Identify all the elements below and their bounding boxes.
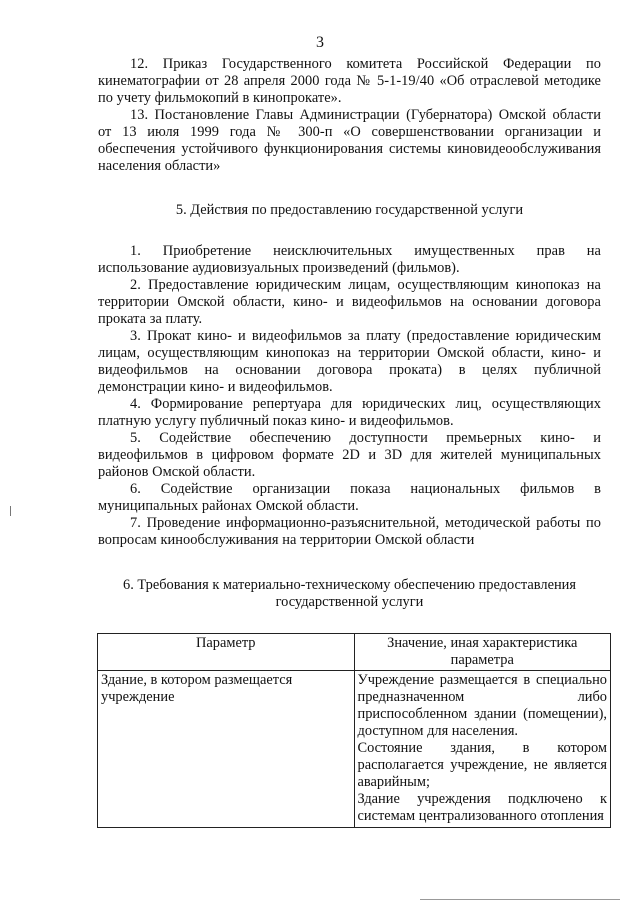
action-item-5: 5. Содействие обеспечению доступности премьерных кино- и видеофильмов в цифровом формате 2D и 3D для жителей муниципальных районов Омской области. — [98, 430, 601, 480]
action-item-2: 2. Предоставление юридическим лицам, осуществляющим кинопоказ на территории Омской области, кино- и видеофильмов на основании договора проката за плату. — [98, 277, 601, 327]
section-5-title: 5. Действия по предоставлению государственной услуги — [175, 202, 524, 218]
section-6-title-line-2: государственной услуги — [275, 594, 424, 610]
action-item-3: 3. Прокат кино- и видеофильмов за плату (предоставление юридическим лицам, осуществляющим кинопоказ на территории Омской области, кино- и видеофильмов на основании договора проката) в целях публичной демонстрации кино- и видеофильмов. — [98, 328, 601, 395]
cell-parameter: Здание, в котором размещается учреждение — [98, 671, 355, 828]
value-line-1: Учреждение размещается в специально предназначенном либо приспособленном здании (помещении), доступном для населения. — [357, 672, 607, 739]
action-item-4: 4. Формирование репертуара для юридических лиц, осуществляющих платную услугу публичный показ кино- и видеофильмов. — [98, 396, 601, 429]
value-line-3: Здание учреждения подключено к системам централизованного отопления — [357, 791, 607, 824]
page-number: 3 — [316, 34, 324, 51]
table-row — [98, 671, 611, 828]
list-item-13: 13. Постановление Главы Администрации (Губернатора) Омской области от 13 июля 1999 года № 300-п «О совершенствовании организации и обеспечения устойчивого функционирования системы киновидеообслуживания населения области» — [98, 107, 601, 174]
value-line-2: Состояние здания, в котором располагается учреждение, не является аварийным; — [357, 740, 607, 790]
cell-value — [354, 671, 611, 828]
scan-bottom-line — [420, 899, 620, 900]
table-header-row — [98, 634, 611, 671]
header-parameter: Параметр — [98, 634, 355, 671]
action-item-1: 1. Приобретение неисключительных имущественных прав на использование аудиовизуальных произведений (фильмов). — [98, 243, 601, 276]
action-item-7: 7. Проведение информационно-разъяснительной, методической работы по вопросам кинообслуживания на территории Омской области — [98, 515, 601, 548]
document-body — [98, 56, 607, 828]
list-item-12: 12. Приказ Государственного комитета Российской Федерации по кинематографии от 28 апреля 2000 года № 5-1-19/40 «Об отраслевой методике по учету фильмокопий в кинопрокате». — [98, 56, 601, 106]
action-item-6: 6. Содействие организации показа национальных фильмов в муниципальных районах Омской области. — [98, 481, 601, 514]
requirements-table — [97, 633, 611, 828]
header-value: Значение, иная характеристика параметра — [354, 634, 611, 671]
scan-mark — [10, 506, 11, 516]
section-6-title-line-1: 6. Требования к материально-техническому обеспечению предоставления — [123, 577, 576, 593]
